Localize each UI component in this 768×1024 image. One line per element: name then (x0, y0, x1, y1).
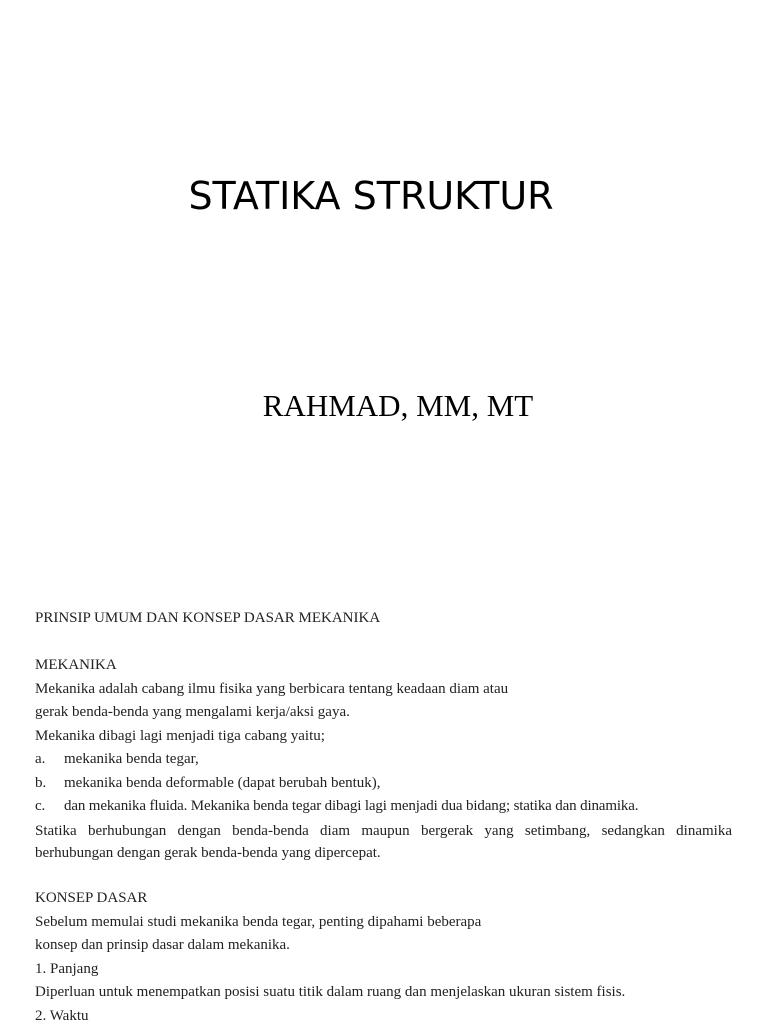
mekanika-heading: MEKANIKA (35, 657, 117, 673)
spacer (35, 631, 732, 655)
list-marker: a. (35, 751, 46, 767)
list-item-text: mekanika benda deformable (dapat berubah bentuk), (64, 774, 381, 791)
spacer (35, 864, 732, 888)
konsep-point-waktu: 2. Waktu (35, 1007, 89, 1024)
konsep-point-panjang: 1. Panjang (35, 960, 99, 977)
konsep-line-1: Sebelum memulai studi mekanika benda tegar, penting dipahami beberapa (35, 913, 482, 930)
section-heading: PRINSIP UMUM DAN KONSEP DASAR MEKANIKA (35, 610, 381, 626)
author-name: RAHMAD, MM, MT (262, 388, 534, 423)
list-item-text: mekanika benda tegar, (64, 751, 199, 767)
document-title: STATIKA STRUKTUR (188, 174, 554, 218)
konsep-line-2: konsep dan prinsip dasar dalam mekanika. (35, 937, 290, 953)
list-item (35, 772, 732, 796)
konsep-heading: KONSEP DASAR (35, 890, 148, 906)
mekanika-line-3: Mekanika dibagi lagi menjadi tiga cabang yaitu; (35, 727, 325, 744)
list-item-text: dan mekanika fluida. Mekanika benda tegar dibagi lagi menjadi dua bidang; statika dan dinamika. (64, 798, 639, 814)
konsep-point-panjang-desc: Diperluan untuk menempatkan posisi suatu titik dalam ruang dan menjelaskan ukuran sistem fisis. (35, 984, 626, 1000)
mekanika-line-1: Mekanika adalah cabang ilmu fisika yang berbicara tentang keadaan diam atau (35, 680, 509, 697)
mekanika-line-2: gerak benda-benda yang mengalami kerja/aksi gaya. (35, 704, 350, 720)
list-item (35, 748, 732, 772)
list-item (35, 795, 732, 819)
statika-paragraph: Statika berhubungan dengan benda-benda diam maupun bergerak yang setimbang, sedangkan dinamika berhubungan dengan gerak benda-benda yang dipercepat. (35, 822, 732, 861)
list-marker: c. (35, 798, 46, 814)
list-marker: b. (35, 774, 47, 791)
document-body (35, 607, 732, 1024)
